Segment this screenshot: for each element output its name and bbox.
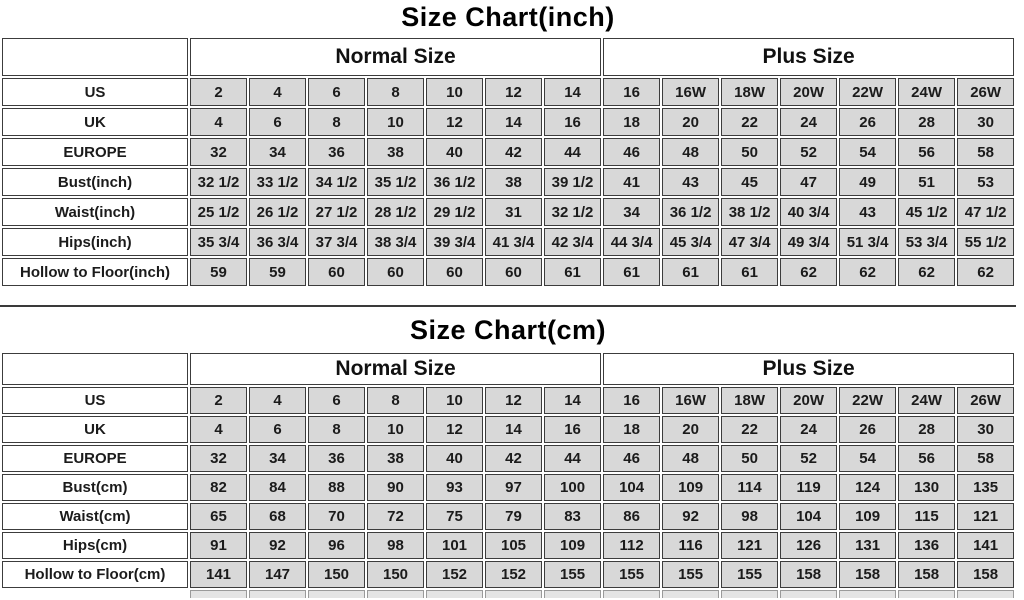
size-cell: 131 [839, 532, 896, 559]
size-cell: 59 [249, 258, 306, 286]
size-cell: 16 [603, 78, 660, 106]
size-cell: 152 [426, 561, 483, 588]
size-cell: 50 [721, 445, 778, 472]
size-cell: 20 [662, 416, 719, 443]
row-label: Hips(cm) [2, 532, 188, 559]
size-cell: 45 [721, 168, 778, 196]
size-cell: 8 [308, 416, 365, 443]
size-cell: 52 [780, 138, 837, 166]
size-cell: 43 [839, 198, 896, 226]
table-row [2, 198, 1014, 226]
table-row [2, 503, 1014, 530]
size-cell: 32 1/2 [190, 168, 247, 196]
table-row [2, 474, 1014, 501]
group-header-plus-size: Plus Size [603, 353, 1014, 385]
size-cell: 147 [249, 561, 306, 588]
size-cell: 155 [721, 561, 778, 588]
size-cell: 12 [426, 416, 483, 443]
size-cell: 32 1/2 [544, 198, 601, 226]
size-cell: 12 [485, 78, 542, 106]
table-row [2, 228, 1014, 256]
size-cell: 109 [839, 503, 896, 530]
size-cell: 38 1/2 [721, 198, 778, 226]
size-cell: 8 [367, 387, 424, 414]
row-label: US [2, 387, 188, 414]
size-cell: 136 [898, 532, 955, 559]
size-cell: 35 1/2 [367, 168, 424, 196]
size-cell: 135 [957, 474, 1014, 501]
size-cell: 82 [190, 474, 247, 501]
size-cell: 27 1/2 [308, 198, 365, 226]
size-cell: 101 [426, 532, 483, 559]
size-cell: 62 [839, 258, 896, 286]
size-cell: 40 [426, 445, 483, 472]
size-cell: 24W [898, 387, 955, 414]
size-cell: 22W [839, 78, 896, 106]
row-label: Hips(inch) [2, 228, 188, 256]
row-label: Waist(cm) [2, 503, 188, 530]
size-cell: 31 [485, 198, 542, 226]
size-cell: 104 [780, 503, 837, 530]
size-cell: 6 [308, 387, 365, 414]
cropped-size-cell [544, 590, 601, 598]
size-cell: 10 [426, 78, 483, 106]
size-cell: 4 [249, 78, 306, 106]
size-cell: 26W [957, 387, 1014, 414]
row-label: Waist(inch) [2, 198, 188, 226]
size-cell: 28 [898, 108, 955, 136]
table-row [2, 561, 1014, 588]
size-cell: 56 [898, 138, 955, 166]
row-label: Bust(cm) [2, 474, 188, 501]
size-cell: 18 [603, 416, 660, 443]
size-cell: 109 [544, 532, 601, 559]
size-cell: 58 [957, 445, 1014, 472]
size-cell: 152 [485, 561, 542, 588]
group-header-row [2, 38, 1014, 76]
size-cell: 58 [957, 138, 1014, 166]
size-cell: 32 [190, 445, 247, 472]
size-cell: 155 [544, 561, 601, 588]
size-cell: 45 3/4 [662, 228, 719, 256]
size-cell: 119 [780, 474, 837, 501]
size-cell: 155 [603, 561, 660, 588]
size-cell: 8 [367, 78, 424, 106]
size-cell: 16 [544, 108, 601, 136]
size-cell: 51 3/4 [839, 228, 896, 256]
size-cell: 36 3/4 [249, 228, 306, 256]
size-cell: 38 [367, 138, 424, 166]
size-cell: 10 [426, 387, 483, 414]
size-cell: 34 [249, 445, 306, 472]
size-cell: 33 1/2 [249, 168, 306, 196]
size-cell: 60 [426, 258, 483, 286]
size-cell: 49 [839, 168, 896, 196]
size-cell: 38 [485, 168, 542, 196]
size-cell: 97 [485, 474, 542, 501]
size-cell: 88 [308, 474, 365, 501]
cropped-size-cell [603, 590, 660, 598]
cropped-size-cell [662, 590, 719, 598]
cropped-size-cell [426, 590, 483, 598]
size-cell: 44 3/4 [603, 228, 660, 256]
table-row [2, 138, 1014, 166]
table-row [2, 445, 1014, 472]
size-cell: 130 [898, 474, 955, 501]
size-cell: 20 [662, 108, 719, 136]
size-cell: 36 1/2 [426, 168, 483, 196]
cropped-size-cell [308, 590, 365, 598]
size-cell: 29 1/2 [426, 198, 483, 226]
size-cell: 41 3/4 [485, 228, 542, 256]
size-cell: 22 [721, 108, 778, 136]
size-chart-cm-title: Size Chart(cm) [0, 305, 1016, 351]
size-cell: 32 [190, 138, 247, 166]
size-cell: 40 3/4 [780, 198, 837, 226]
size-cell: 44 [544, 445, 601, 472]
group-header-normal-size: Normal Size [190, 38, 601, 76]
size-cell: 62 [780, 258, 837, 286]
size-cell: 60 [367, 258, 424, 286]
size-cell: 44 [544, 138, 601, 166]
size-cell: 34 [249, 138, 306, 166]
size-cell: 36 [308, 445, 365, 472]
size-cell: 34 [603, 198, 660, 226]
size-cell: 49 3/4 [780, 228, 837, 256]
size-cell: 141 [957, 532, 1014, 559]
size-cell: 46 [603, 445, 660, 472]
size-cell: 54 [839, 445, 896, 472]
table-row [2, 108, 1014, 136]
size-cell: 48 [662, 138, 719, 166]
size-cell: 42 [485, 445, 542, 472]
size-cell: 51 [898, 168, 955, 196]
size-cell: 47 3/4 [721, 228, 778, 256]
size-cell: 37 3/4 [308, 228, 365, 256]
corner-cell [2, 353, 188, 385]
size-cell: 109 [662, 474, 719, 501]
size-cell: 18W [721, 78, 778, 106]
corner-cell [2, 38, 188, 76]
size-cell: 48 [662, 445, 719, 472]
row-label: Hollow to Floor(cm) [2, 561, 188, 588]
table-row [2, 532, 1014, 559]
size-cell: 70 [308, 503, 365, 530]
size-cell: 14 [544, 387, 601, 414]
table-row [2, 168, 1014, 196]
size-cell: 4 [190, 416, 247, 443]
size-cell: 18W [721, 387, 778, 414]
cropped-label-cell [2, 590, 188, 598]
size-cell: 50 [721, 138, 778, 166]
size-cell: 10 [367, 416, 424, 443]
size-cell: 45 1/2 [898, 198, 955, 226]
size-cell: 54 [839, 138, 896, 166]
size-cell: 158 [839, 561, 896, 588]
size-cell: 83 [544, 503, 601, 530]
size-cell: 26 [839, 416, 896, 443]
size-cell: 61 [603, 258, 660, 286]
size-cell: 26 1/2 [249, 198, 306, 226]
size-cell: 12 [485, 387, 542, 414]
size-cell: 61 [662, 258, 719, 286]
size-cell: 39 1/2 [544, 168, 601, 196]
size-cell: 92 [662, 503, 719, 530]
size-cell: 60 [485, 258, 542, 286]
size-cell: 79 [485, 503, 542, 530]
group-header-row [2, 353, 1014, 385]
size-cell: 56 [898, 445, 955, 472]
size-cell: 141 [190, 561, 247, 588]
size-cell: 62 [898, 258, 955, 286]
size-cell: 84 [249, 474, 306, 501]
size-cell: 92 [249, 532, 306, 559]
size-cell: 36 1/2 [662, 198, 719, 226]
size-cell: 91 [190, 532, 247, 559]
size-cell: 20W [780, 78, 837, 106]
size-cell: 14 [485, 416, 542, 443]
size-cell: 60 [308, 258, 365, 286]
size-cell: 47 1/2 [957, 198, 1014, 226]
cropped-size-cell [485, 590, 542, 598]
size-cell: 24 [780, 416, 837, 443]
group-header-normal-size: Normal Size [190, 353, 601, 385]
size-cell: 126 [780, 532, 837, 559]
size-cell: 96 [308, 532, 365, 559]
size-cell: 150 [367, 561, 424, 588]
size-cell: 16 [603, 387, 660, 414]
size-cell: 36 [308, 138, 365, 166]
size-cell: 158 [780, 561, 837, 588]
size-cell: 53 [957, 168, 1014, 196]
size-cell: 68 [249, 503, 306, 530]
row-label: EUROPE [2, 138, 188, 166]
size-cell: 93 [426, 474, 483, 501]
size-cell: 30 [957, 416, 1014, 443]
size-cell: 98 [721, 503, 778, 530]
size-cell: 14 [544, 78, 601, 106]
size-cell: 18 [603, 108, 660, 136]
size-cell: 86 [603, 503, 660, 530]
cropped-next-row [2, 590, 1014, 598]
size-cell: 121 [721, 532, 778, 559]
size-cell: 105 [485, 532, 542, 559]
size-cell: 158 [957, 561, 1014, 588]
size-chart-inch-title: Size Chart(inch) [401, 2, 615, 32]
table-row [2, 387, 1014, 414]
size-cell: 150 [308, 561, 365, 588]
row-label: UK [2, 108, 188, 136]
row-label: US [2, 78, 188, 106]
table-row [2, 416, 1014, 443]
size-cell: 4 [190, 108, 247, 136]
cropped-size-cell [898, 590, 955, 598]
size-cell: 38 [367, 445, 424, 472]
size-cell: 39 3/4 [426, 228, 483, 256]
size-cell: 22 [721, 416, 778, 443]
size-cell: 26W [957, 78, 1014, 106]
size-cell: 26 [839, 108, 896, 136]
size-cell: 6 [249, 416, 306, 443]
table-row [2, 258, 1014, 286]
size-cell: 40 [426, 138, 483, 166]
size-cell: 121 [957, 503, 1014, 530]
size-cell: 22W [839, 387, 896, 414]
size-cell: 38 3/4 [367, 228, 424, 256]
size-cell: 115 [898, 503, 955, 530]
row-label: EUROPE [2, 445, 188, 472]
size-cell: 16W [662, 387, 719, 414]
size-cell: 61 [721, 258, 778, 286]
row-label: UK [2, 416, 188, 443]
size-cell: 2 [190, 78, 247, 106]
size-cell: 62 [957, 258, 1014, 286]
size-cell: 14 [485, 108, 542, 136]
size-cell: 6 [249, 108, 306, 136]
size-cell: 2 [190, 387, 247, 414]
size-cell: 59 [190, 258, 247, 286]
size-cell: 16 [544, 416, 601, 443]
cropped-size-cell [839, 590, 896, 598]
size-cell: 30 [957, 108, 1014, 136]
size-cell: 24 [780, 108, 837, 136]
cropped-size-cell [721, 590, 778, 598]
size-cell: 6 [308, 78, 365, 106]
size-cell: 61 [544, 258, 601, 286]
size-cell: 34 1/2 [308, 168, 365, 196]
cropped-size-cell [190, 590, 247, 598]
size-cell: 43 [662, 168, 719, 196]
size-cell: 46 [603, 138, 660, 166]
size-cell: 72 [367, 503, 424, 530]
cropped-size-cell [249, 590, 306, 598]
cropped-size-cell [780, 590, 837, 598]
size-cell: 41 [603, 168, 660, 196]
group-header-plus-size: Plus Size [603, 38, 1014, 76]
size-cell: 104 [603, 474, 660, 501]
size-cell: 4 [249, 387, 306, 414]
size-cell: 124 [839, 474, 896, 501]
size-cell: 55 1/2 [957, 228, 1014, 256]
size-cell: 28 1/2 [367, 198, 424, 226]
size-cell: 47 [780, 168, 837, 196]
size-cell: 112 [603, 532, 660, 559]
cropped-size-cell [367, 590, 424, 598]
size-cell: 42 3/4 [544, 228, 601, 256]
size-cell: 158 [898, 561, 955, 588]
size-cell: 155 [662, 561, 719, 588]
size-cell: 10 [367, 108, 424, 136]
size-cell: 53 3/4 [898, 228, 955, 256]
size-cell: 25 1/2 [190, 198, 247, 226]
size-cell: 100 [544, 474, 601, 501]
size-cell: 16W [662, 78, 719, 106]
size-cell: 12 [426, 108, 483, 136]
size-chart-cm-table [0, 351, 1016, 600]
size-cell: 114 [721, 474, 778, 501]
size-cell: 24W [898, 78, 955, 106]
size-cell: 90 [367, 474, 424, 501]
size-cell: 28 [898, 416, 955, 443]
size-cell: 75 [426, 503, 483, 530]
size-cell: 35 3/4 [190, 228, 247, 256]
size-cell: 52 [780, 445, 837, 472]
size-cell: 116 [662, 532, 719, 559]
size-cell: 42 [485, 138, 542, 166]
row-label: Hollow to Floor(inch) [2, 258, 188, 286]
size-cell: 65 [190, 503, 247, 530]
cropped-size-cell [957, 590, 1014, 598]
size-cell: 20W [780, 387, 837, 414]
table-row [2, 78, 1014, 106]
size-chart-inch-table [0, 36, 1016, 288]
size-cell: 8 [308, 108, 365, 136]
row-label: Bust(inch) [2, 168, 188, 196]
size-cell: 98 [367, 532, 424, 559]
